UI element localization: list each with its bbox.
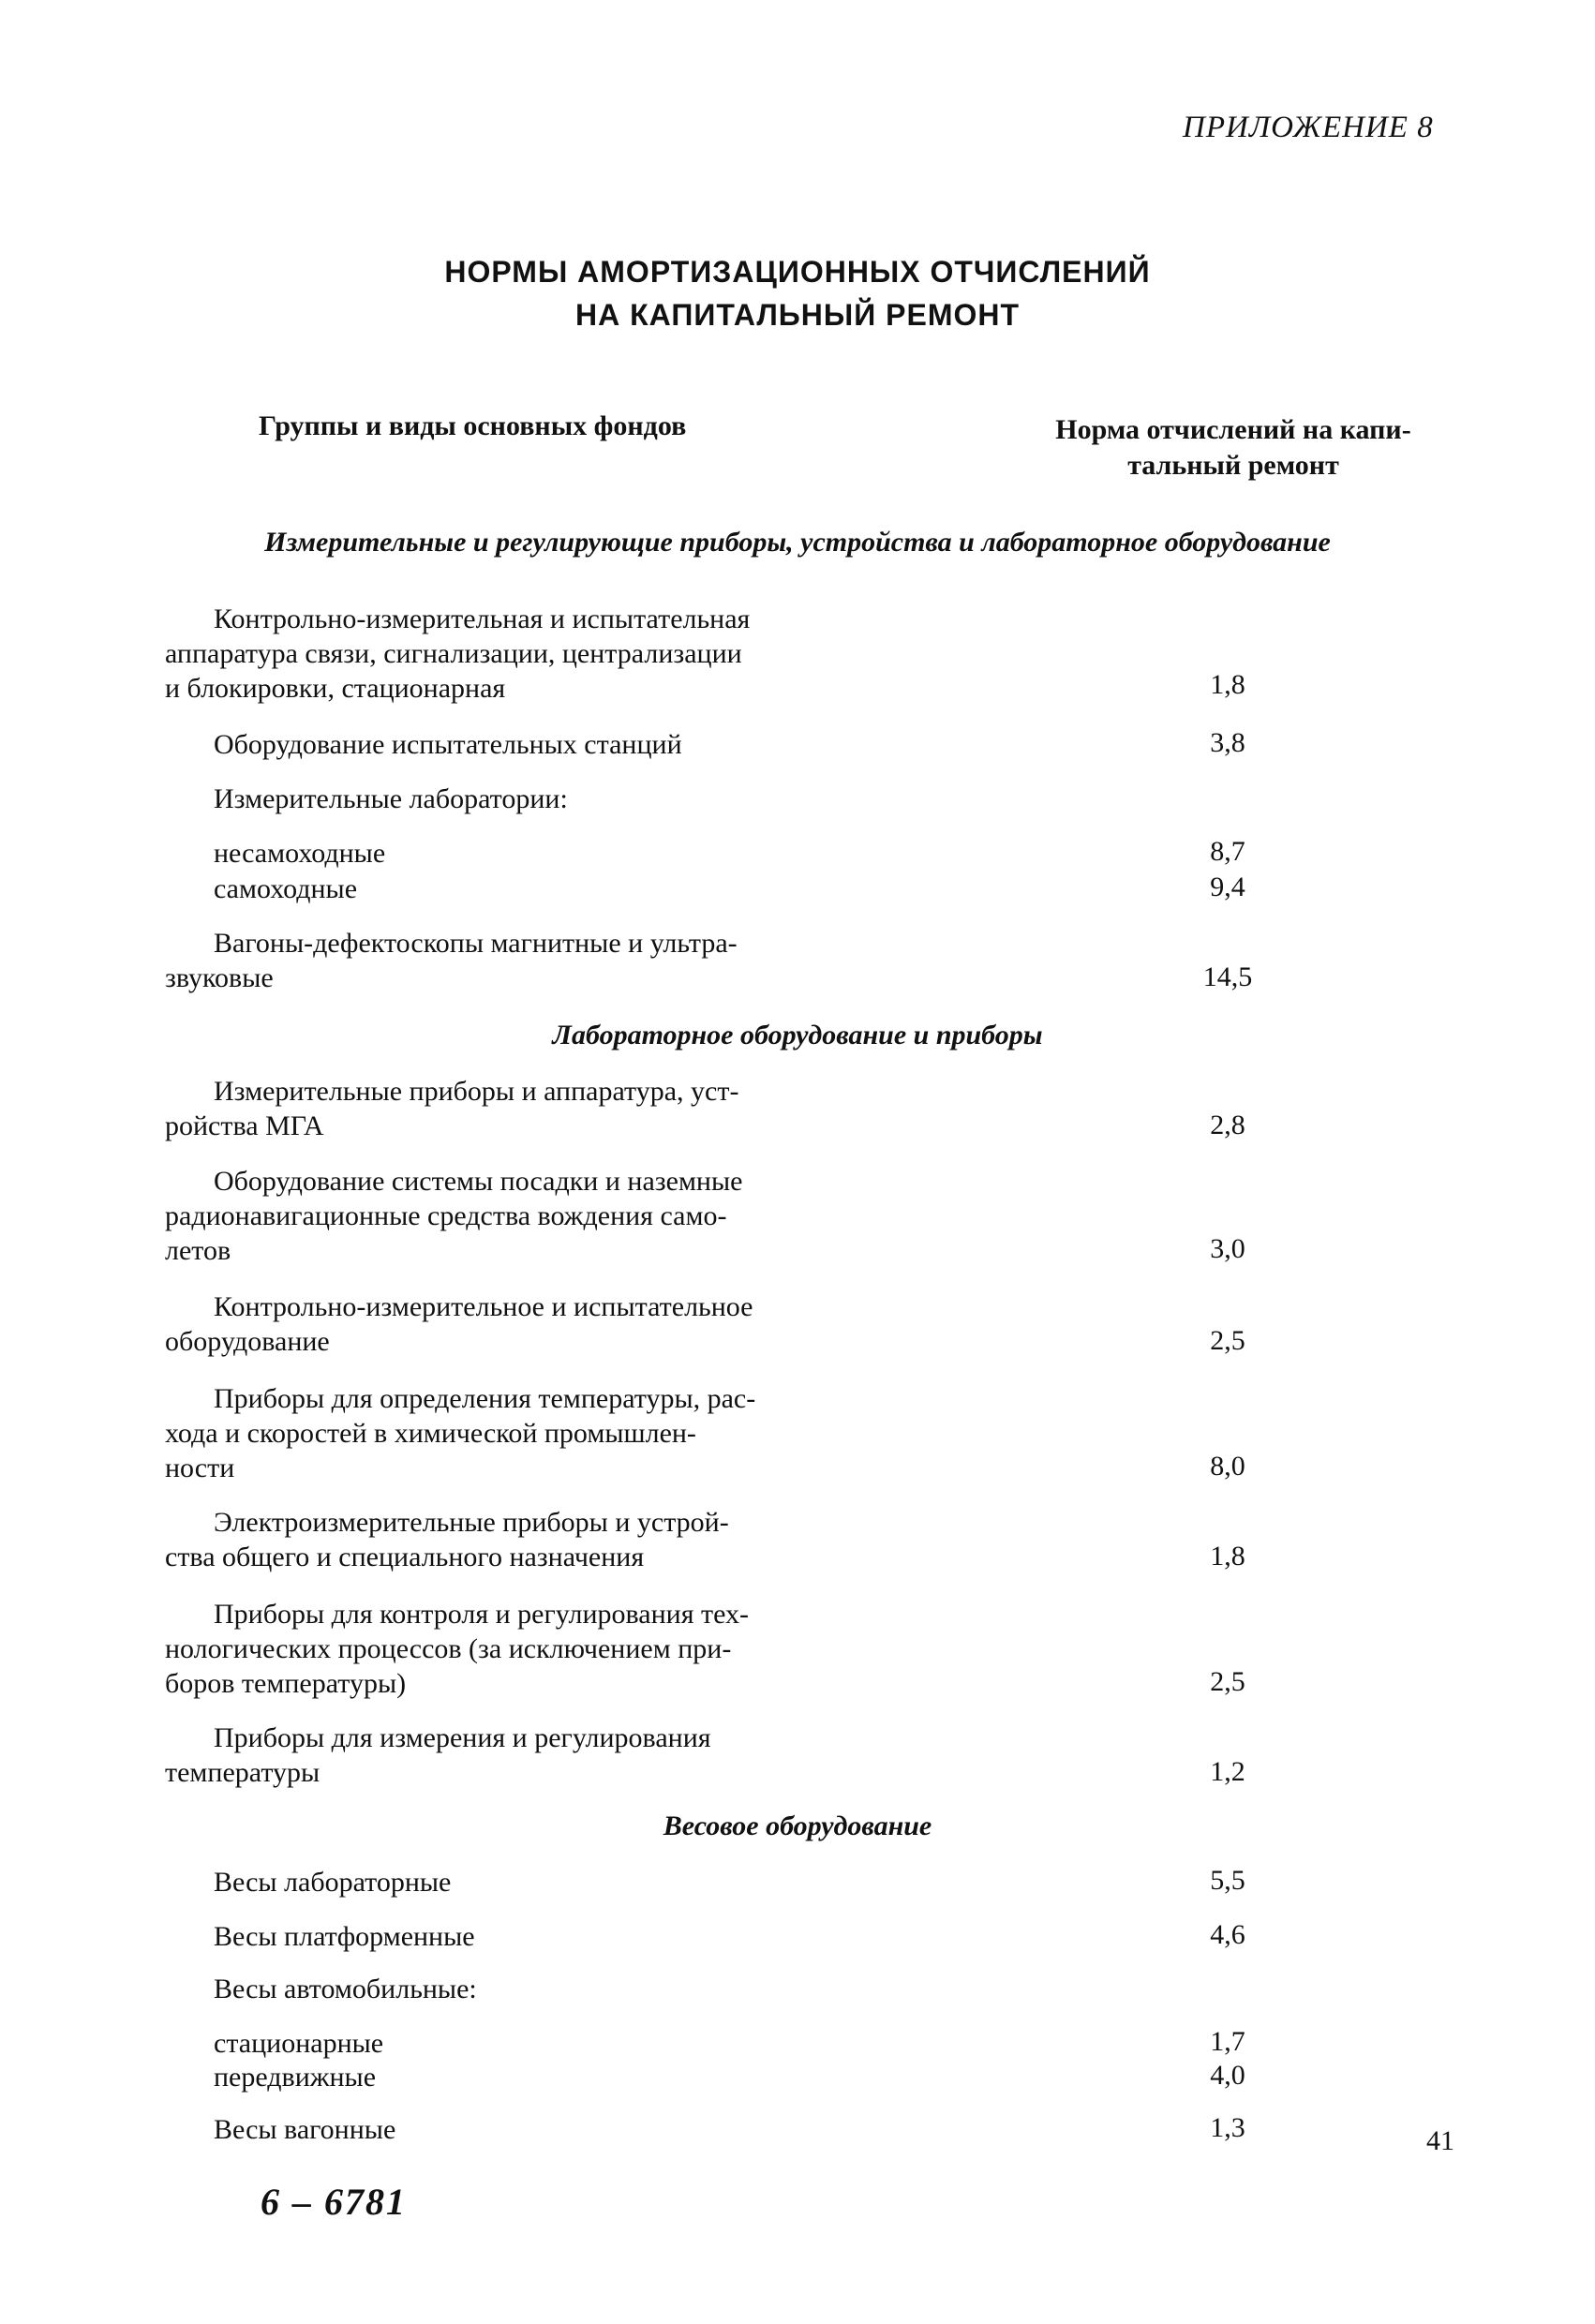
page-title-line-1: НОРМЫ АМОРТИЗАЦИОННЫХ ОТЧИСЛЕНИЙ xyxy=(444,255,1151,289)
column-header-right-line-1: Норма отчислений на капи- xyxy=(1055,414,1411,445)
section-heading: Лабораторное оборудование и приборы xyxy=(552,1020,1043,1050)
norm-value: 1,2 xyxy=(1210,1756,1245,1787)
item-text-line: ства общего и специального назначения xyxy=(165,1542,645,1572)
item-text-line: Вагоны-дефектоскопы магнитные и ультра- xyxy=(214,928,738,959)
item-text-line: и блокировки, стационарная xyxy=(165,673,506,704)
list-item xyxy=(165,836,877,871)
list-item xyxy=(165,1164,877,1268)
item-text-line: Контрольно-измерительная и испытательная xyxy=(214,603,751,634)
list-item xyxy=(165,1865,877,1899)
item-text-line: Контрольно-измерительное и испытательное xyxy=(214,1291,753,1322)
norm-value: 3,8 xyxy=(1210,727,1245,758)
norm-value: 2,5 xyxy=(1210,1325,1245,1356)
item-text-line: Приборы для определения температуры, рас- xyxy=(214,1383,756,1414)
item-text-line: самоходные xyxy=(214,873,358,904)
item-text-line: стационарные xyxy=(214,2028,384,2059)
list-item xyxy=(165,727,877,762)
norm-value: 14,5 xyxy=(1202,961,1253,992)
item-text-line: Оборудование испытательных станций xyxy=(214,729,682,760)
appendix-label: ПРИЛОЖЕНИЕ 8 xyxy=(1183,111,1434,144)
norm-value: 4,6 xyxy=(1210,1919,1245,1950)
item-text-line: радионавигационные средства вождения само- xyxy=(165,1200,727,1231)
norm-value: 1,8 xyxy=(1210,669,1245,700)
section-heading: Весовое оборудование xyxy=(663,1810,932,1841)
norm-value: 8,7 xyxy=(1210,836,1245,867)
item-text-line: ности xyxy=(165,1452,235,1483)
list-item xyxy=(165,1597,877,1701)
norm-value: 2,5 xyxy=(1210,1666,1245,1697)
item-text-line: несамоходные xyxy=(214,838,386,869)
list-item xyxy=(165,2026,877,2061)
norm-value: 8,0 xyxy=(1210,1451,1245,1482)
item-text-line: Оборудование системы посадки и наземные xyxy=(214,1166,743,1197)
norm-value: 9,4 xyxy=(1210,872,1245,902)
item-text-line: Весы вагонные xyxy=(214,2114,396,2145)
norm-value: 1,7 xyxy=(1210,2026,1245,2057)
page-title-line-2: НА КАПИТАЛЬНЫЙ РЕМОНТ xyxy=(574,298,1021,332)
item-text-line: звуковые xyxy=(165,962,274,993)
item-text-line: Приборы для измерения и регулирования xyxy=(214,1722,711,1753)
norm-value: 1,8 xyxy=(1210,1541,1245,1572)
item-text-line: аппаратура связи, сигнализации, централизации xyxy=(165,638,742,669)
handwritten-note: 6 – 6781 xyxy=(261,2181,407,2223)
item-text-line: Весы лабораторные xyxy=(214,1867,452,1898)
section-heading: Измерительные и регулирующие приборы, устройства и лабораторное оборудование xyxy=(264,527,1331,558)
norm-value: 5,5 xyxy=(1210,1865,1245,1896)
item-text-line: нологических процессов (за исключением при- xyxy=(165,1633,732,1664)
norm-value: 4,0 xyxy=(1210,2060,1245,2091)
item-text-line: Весы платформенные xyxy=(214,1921,475,1952)
norm-value: 2,8 xyxy=(1210,1110,1245,1140)
list-item xyxy=(165,2112,877,2147)
list-item xyxy=(165,1381,877,1485)
list-item xyxy=(165,1505,877,1574)
item-text-line: ройства МГА xyxy=(165,1110,324,1141)
item-text-line: Измерительные лаборатории: xyxy=(214,783,568,814)
norm-value: 3,0 xyxy=(1210,1233,1245,1264)
norm-value: 1,3 xyxy=(1210,2112,1245,2143)
list-item xyxy=(165,782,877,816)
item-text-line: передвижные xyxy=(214,2062,377,2093)
list-item xyxy=(165,1972,877,2006)
column-header-left: Группы и виды основных фондов xyxy=(259,410,687,441)
item-text-line: Весы автомобильные: xyxy=(214,1974,477,2004)
item-text-line: хода и скоростей в химической промышлен- xyxy=(165,1418,696,1449)
item-text-line: боров температуры) xyxy=(165,1668,407,1699)
list-item xyxy=(165,1074,877,1143)
list-item xyxy=(165,926,877,995)
list-item xyxy=(165,1919,877,1954)
column-header-right-line-2: тальный ремонт xyxy=(1127,450,1339,481)
list-item xyxy=(165,2060,877,2094)
list-item xyxy=(165,872,877,906)
item-text-line: летов xyxy=(165,1235,231,1266)
list-item xyxy=(165,602,877,706)
list-item xyxy=(165,1721,877,1790)
item-text-line: оборудование xyxy=(165,1326,330,1357)
item-text-line: Электроизмерительные приборы и устрой- xyxy=(214,1507,729,1538)
column-header-right xyxy=(1027,412,1439,484)
item-text-line: Измерительные приборы и аппаратура, уст- xyxy=(214,1076,739,1107)
page-number: 41 xyxy=(1426,2125,1454,2156)
item-text-line: Приборы для контроля и регулирования тех- xyxy=(214,1599,750,1630)
list-item xyxy=(165,1289,877,1359)
item-text-line: температуры xyxy=(165,1757,320,1788)
